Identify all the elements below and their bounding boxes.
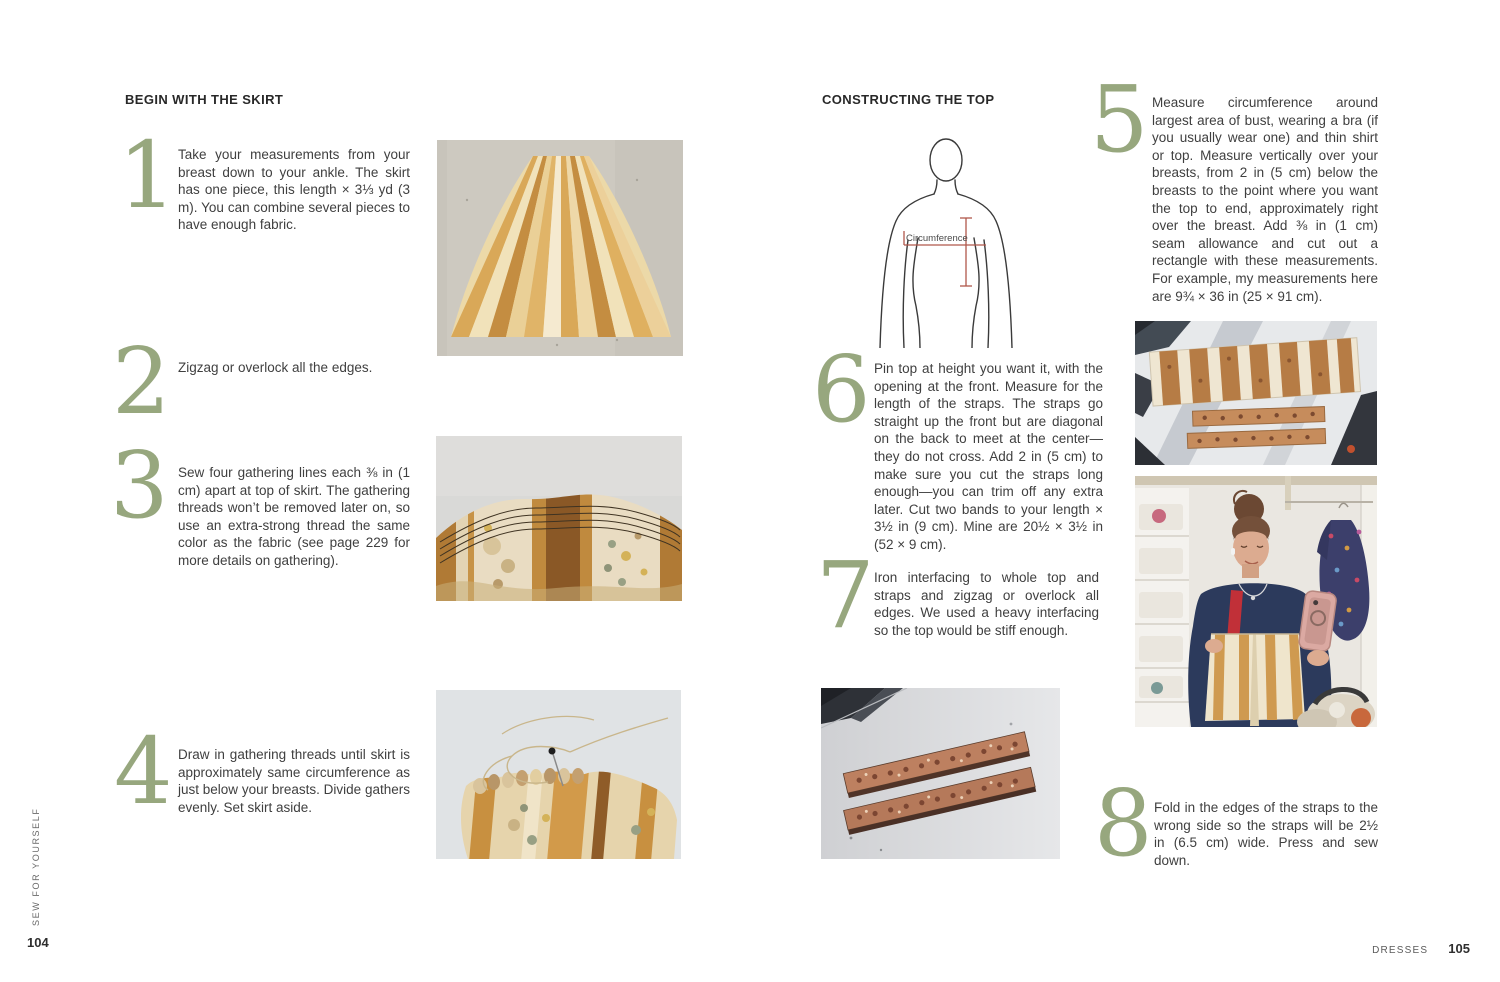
step-number-6: 6 <box>812 336 871 443</box>
gathered-skirt-photo <box>436 690 681 859</box>
step-number-8: 8 <box>1094 770 1153 877</box>
step-text-1: Take your measurements from your breast down to your ankle. The skirt has one piece, this length × 3⅓ yd (3 m). You can combine several pieces to have enough fabric. <box>178 147 410 233</box>
step-text-8: Fold in the edges of the straps to the wrong side so the straps will be 2½ in (6.5 cm) wide. Press and sew down. <box>1154 800 1378 868</box>
section-label: DRESSES <box>1372 945 1429 956</box>
top-and-straps-photo <box>1135 321 1377 465</box>
page-number-left: 104 <box>27 935 49 950</box>
left-page-heading: BEGIN WITH THE SKIRT <box>125 92 284 107</box>
step-text-2: Zigzag or overlock all the edges. <box>178 360 373 375</box>
footer-right <box>1372 941 1470 956</box>
step-number-2: 2 <box>112 328 171 435</box>
page-number-right: 105 <box>1448 941 1470 956</box>
step-number-5: 5 <box>1090 66 1149 173</box>
step-text-7: Iron interfacing to whole top and straps and zigzag or overlock all edges. We used a heavy interfacing so the top would be stiff enough. <box>874 570 1099 638</box>
right-page-heading: CONSTRUCTING THE TOP <box>822 92 995 107</box>
mirror-selfie-photo <box>1135 476 1377 727</box>
step-text-5: Measure circumference around largest area of bust, wearing a bra (if you usually wear one) and thin shirt or top. Measure vertically over your breasts, from 2 in (5 cm) below the breasts to the point where you want the top to end, approximately right over the breast. Add ⅜ in (1 cm) seam allowance and cut out a rectangle with these measurements. For example, my measurements here are 9¾ × 36 in (25 × 91 cm). <box>1152 95 1378 304</box>
gathering-stitches-photo <box>436 436 682 601</box>
step-text-3: Sew four gathering lines each ⅜ in (1 cm) apart at top of skirt. The gathering threads won’t be removed later on, so use an extra-strong thread the same color as the fabric (see page 229 for more details on gathering). <box>178 465 410 568</box>
diagram-label: Circumference <box>906 233 968 244</box>
step-number-3: 3 <box>110 432 169 539</box>
step-number-7: 7 <box>816 542 875 649</box>
body-measurement-diagram <box>874 128 1034 348</box>
step-number-1: 1 <box>118 122 177 229</box>
straps-photo <box>821 688 1060 859</box>
step-number-4: 4 <box>114 718 173 825</box>
book-title-vertical: SEW FOR YOURSELF <box>31 807 41 926</box>
skirt-photo <box>437 140 683 356</box>
step-text-6: Pin top at height you want it, with the opening at the front. Measure for the length of the straps. The straps go straight up the front but are diagonal on the back to meet at the center—they do not cross. Add 2 in (5 cm) to make sure you cut the straps long enough—you can trim off any extra later. Cut two bands to your length × 3½ in (9 cm). Mine are 20½ × 3½ in (52 × 9 cm). <box>874 361 1103 552</box>
step-text-4: Draw in gathering threads until skirt is approximately same circumference as just below your breasts. Divide gathers evenly. Set skirt aside. <box>178 747 410 815</box>
